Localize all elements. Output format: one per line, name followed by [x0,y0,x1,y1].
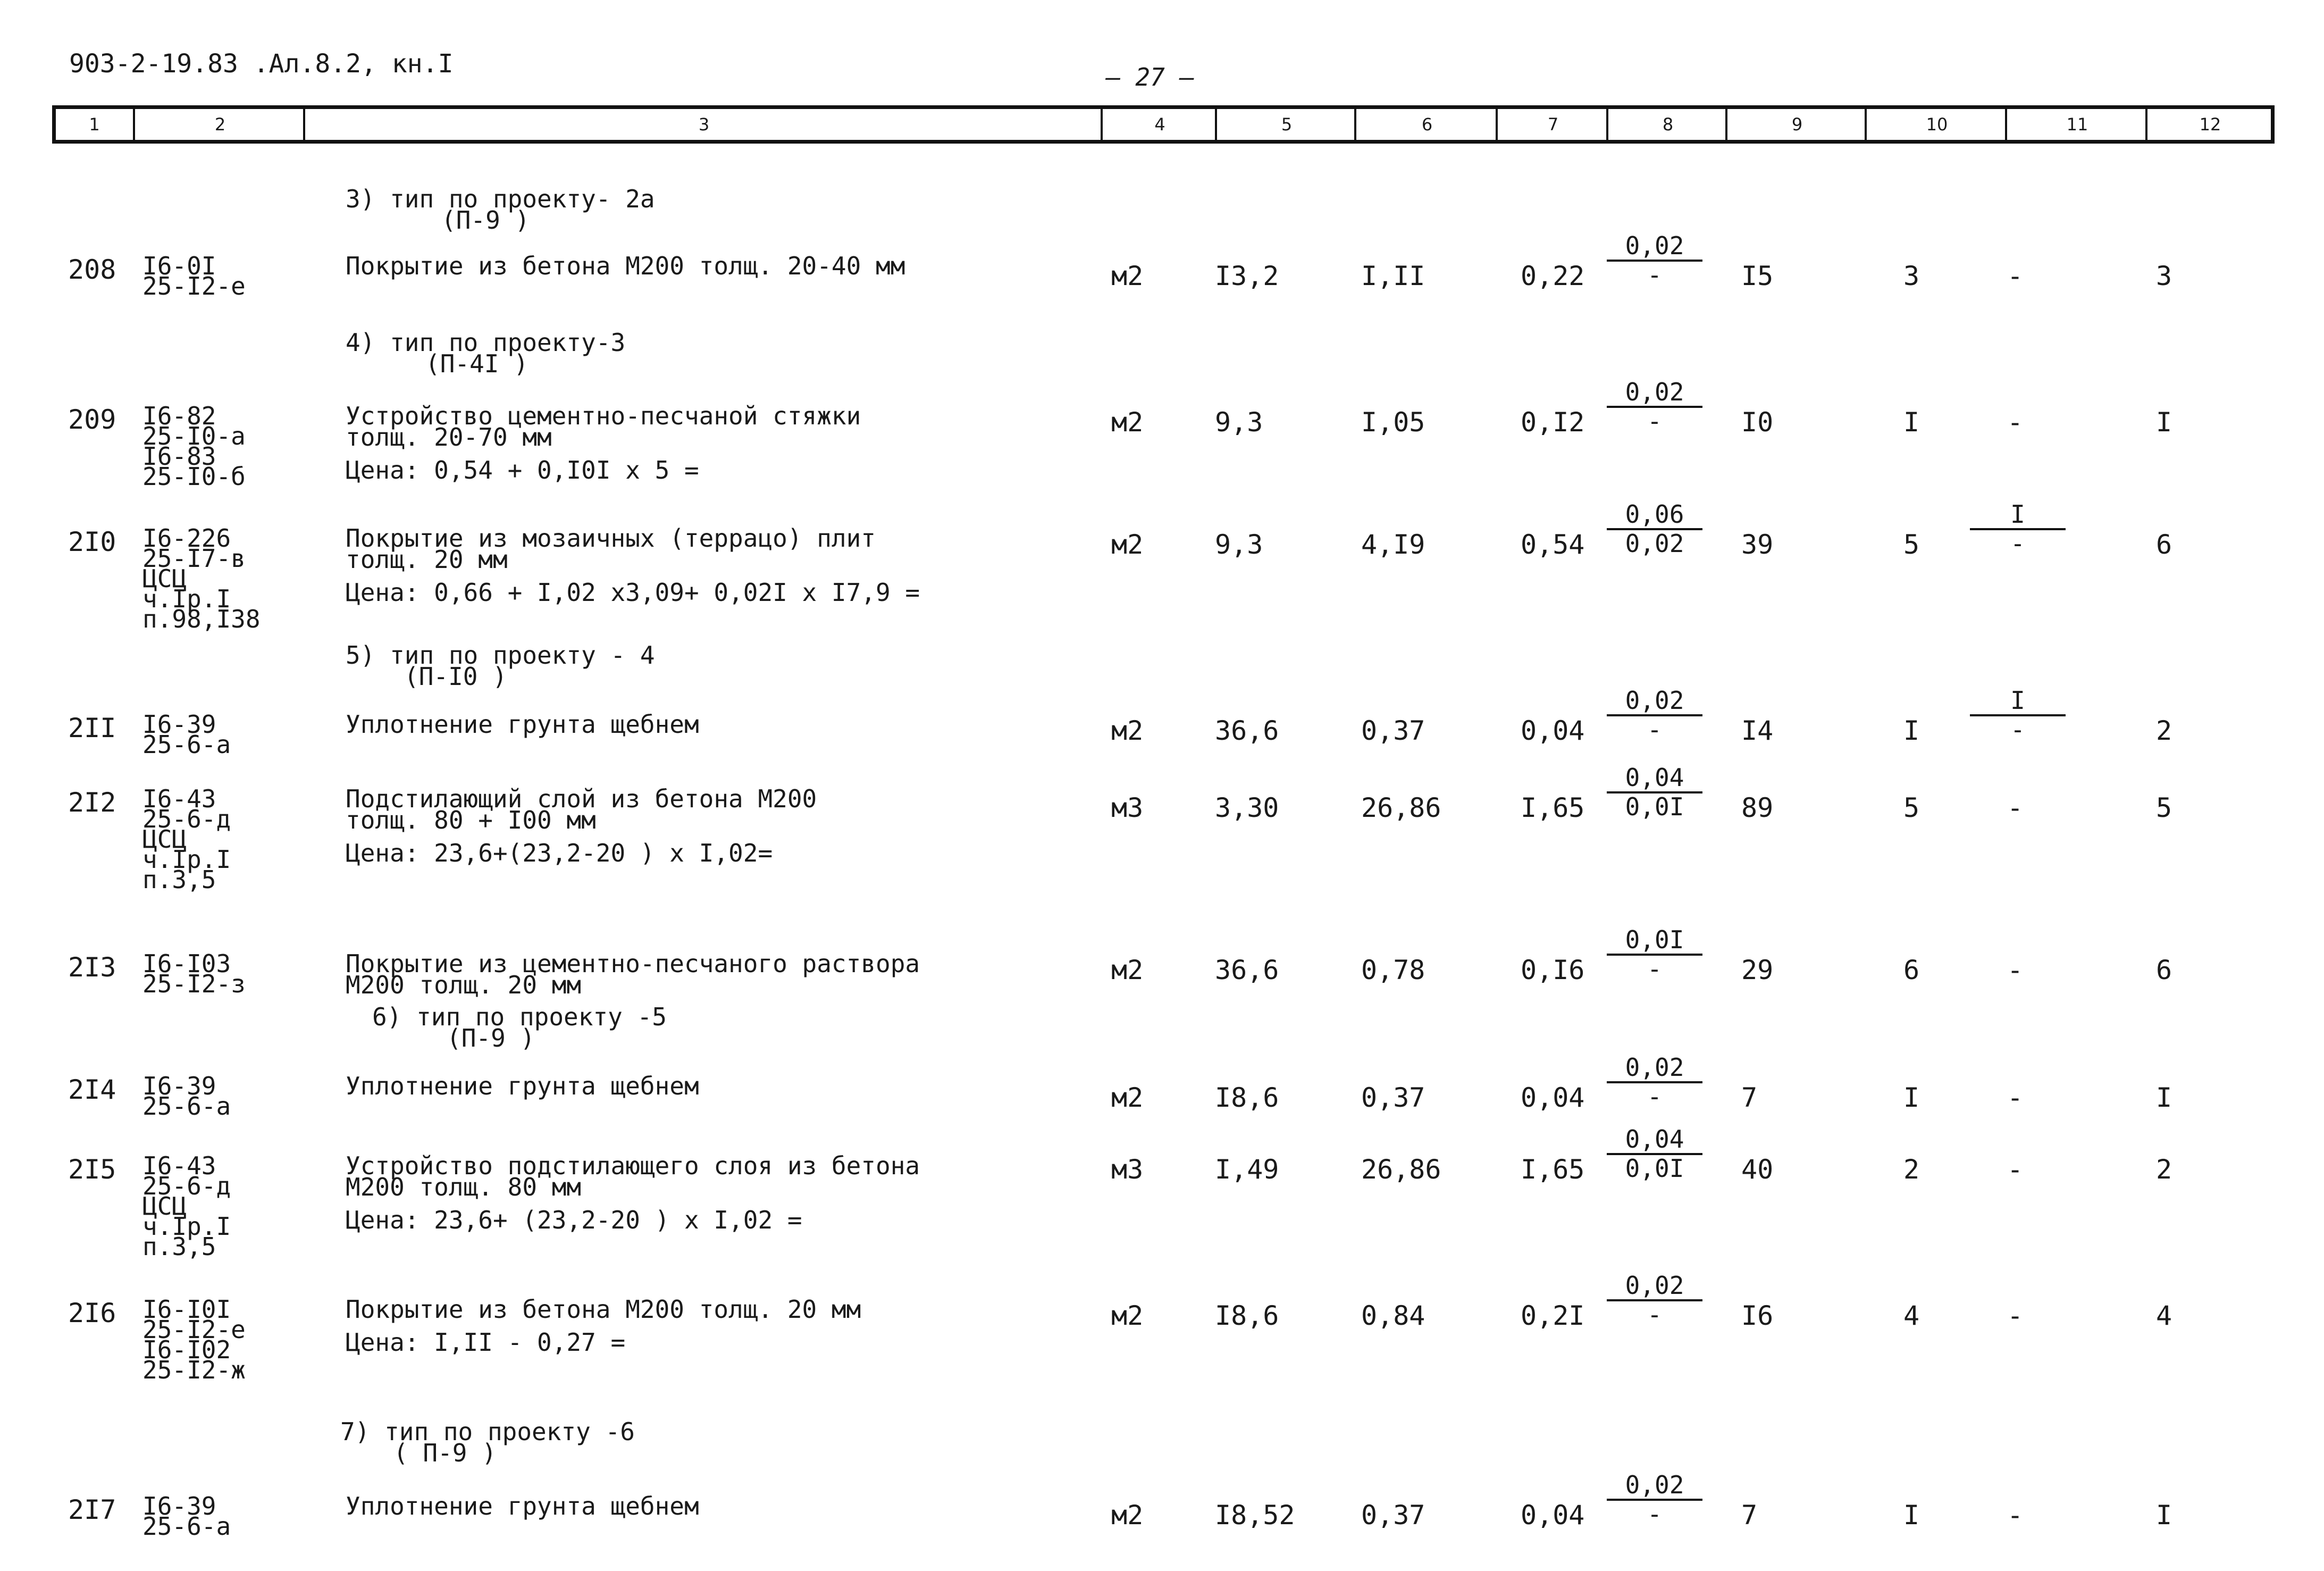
machine-cost-fraction [1607,1273,1702,1328]
norm-code: I6-39 [142,1072,216,1100]
quantity: I8,6 [1215,1300,1279,1331]
row-number: 2I7 [68,1494,116,1525]
norm-code: 25-6-д [142,805,231,833]
norm-code: 25-6-а [142,1512,231,1541]
section-subtitle: ( П-9 ) [393,1439,497,1467]
wage-total: 6 [1903,955,1920,985]
wage-cost: 0,04 [1521,1500,1585,1531]
column-header: 10 [1865,109,2007,140]
unit-cost: 26,86 [1361,1154,1441,1185]
machine-cost-fraction-numerator: 0,02 [1607,1273,1702,1301]
grand-total: 3 [2156,261,2172,291]
total-cost: 7 [1741,1500,1758,1531]
machine-cost-fraction-denominator: - [1647,1300,1662,1329]
row-number: 2I5 [68,1154,116,1185]
work-description: Покрытие из бетона М200 толщ. 20-40 мм [346,252,905,280]
quantity: 3,30 [1215,792,1279,823]
grand-total: 6 [2156,955,2172,985]
machine-total: - [2007,407,2024,438]
row-number: 2I3 [68,952,116,983]
machine-total: - [2007,1500,2024,1531]
unit-cost: 0,84 [1361,1300,1425,1331]
norm-code: п.3,5 [142,865,216,894]
wage-total: 4 [1903,1300,1920,1331]
grand-total: 4 [2156,1300,2172,1331]
norm-code: ЦСЦ [142,1192,187,1221]
unit-cost: 0,37 [1361,715,1425,746]
norm-code: 25-I2-е [142,272,246,300]
norm-code: п.3,5 [142,1232,216,1261]
page-number: — 27 — [1106,63,1195,91]
machine-cost-fraction-numerator: 0,02 [1607,688,1702,716]
machine-cost-fraction [1607,1472,1702,1527]
quantity: 36,6 [1215,715,1279,746]
price-formula: Цена: 0,66 + I,02 x3,09+ 0,02I x I7,9 = [346,578,920,607]
work-description: Устройство подстилающего слоя из бетона [346,1151,920,1180]
machine-total-fraction [1970,688,2066,743]
machine-cost-fraction-denominator: 0,02 [1625,529,1684,558]
norm-code: I6-I0I [142,1295,231,1324]
norm-code: 25-I0-б [142,462,246,491]
machine-total-fraction [1970,502,2066,557]
unit: м2 [1111,715,1144,746]
norm-code: ЦСЦ [142,825,187,854]
price-formula: Цена: 23,6+(23,2-20 ) x I,02= [346,839,773,867]
grand-total: 2 [2156,715,2172,746]
norm-code: I6-43 [142,1151,216,1180]
quantity: 9,3 [1215,407,1263,438]
unit-cost: 0,78 [1361,955,1425,985]
row-number: 2II [68,713,116,743]
machine-total: - [2007,261,2024,291]
machine-cost-fraction [1607,927,1702,982]
wage-total: 5 [1903,792,1920,823]
unit: м2 [1111,1082,1144,1113]
unit-cost: I,II [1361,261,1425,291]
work-description: Уплотнение грунта щебнем [346,1072,699,1100]
total-cost: I6 [1741,1300,1774,1331]
unit: м3 [1111,792,1144,823]
total-cost: 40 [1741,1154,1774,1185]
norm-code: ЦСЦ [142,564,187,593]
total-cost: 39 [1741,529,1774,560]
work-description: Подстилающий слой из бетона М200 [346,784,817,813]
unit: м2 [1111,1500,1144,1531]
work-description: М200 толщ. 20 мм [346,971,582,999]
total-cost: 89 [1741,792,1774,823]
machine-cost-fraction-denominator: - [1647,261,1662,289]
norm-code: 25-6-д [142,1172,231,1200]
wage-cost: 0,54 [1521,529,1585,560]
machine-total: - [2007,1154,2024,1185]
machine-cost-fraction-numerator: 0,04 [1607,1126,1702,1155]
column-header: 4 [1101,109,1217,140]
machine-cost-fraction-numerator: 0,06 [1607,502,1702,530]
machine-cost-fraction [1607,1055,1702,1110]
column-header: 3 [303,109,1103,140]
column-header: 2 [133,109,305,140]
machine-total-fraction-denominator: - [2010,529,2025,558]
work-description: Уплотнение грунта щебнем [346,1492,699,1520]
machine-total: - [2007,792,2024,823]
row-number: 208 [68,254,116,285]
quantity: I8,6 [1215,1082,1279,1113]
unit: м2 [1111,1300,1144,1331]
unit: м2 [1111,529,1144,560]
quantity: I8,52 [1215,1500,1295,1531]
machine-cost-fraction-denominator: - [1647,955,1662,983]
norm-code: I6-0I [142,252,216,280]
machine-cost-fraction-numerator: 0,02 [1607,1472,1702,1501]
grand-total: I [2156,1082,2172,1113]
machine-cost-fraction [1607,1126,1702,1182]
machine-cost-fraction-numerator: 0,02 [1607,233,1702,262]
quantity: I3,2 [1215,261,1279,291]
norm-code: 25-6-а [142,730,231,759]
row-number: 2I0 [68,527,116,557]
unit-cost: 0,37 [1361,1082,1425,1113]
norm-code: ч.Iр.I [142,584,231,613]
unit-cost: 4,I9 [1361,529,1425,560]
machine-total-fraction-denominator: - [2010,715,2025,744]
machine-cost-fraction-numerator: 0,04 [1607,765,1702,793]
work-description: толщ. 80 + I00 мм [346,806,596,834]
machine-cost-fraction-denominator: 0,0I [1625,792,1684,821]
wage-total: 5 [1903,529,1920,560]
norm-code: 25-I0-а [142,422,246,450]
machine-cost-fraction-denominator: - [1647,715,1662,744]
norm-code: 25-I7-в [142,544,246,573]
section-subtitle: (П-9 ) [441,206,530,235]
wage-cost: 0,04 [1521,1082,1585,1113]
norm-code: I6-83 [142,442,216,471]
wage-total: I [1903,407,1920,438]
norm-code: ч.Iр.I [142,845,231,874]
norm-code: I6-43 [142,784,216,813]
norm-code: I6-39 [142,710,216,739]
norm-code: 25-I2-е [142,1315,246,1344]
quantity: 9,3 [1215,529,1263,560]
unit-cost: 26,86 [1361,792,1441,823]
machine-cost-fraction [1607,379,1702,434]
work-description: Уплотнение грунта щебнем [346,710,699,739]
work-description: Покрытие из бетона М200 толщ. 20 мм [346,1295,861,1324]
machine-total: - [2007,1082,2024,1113]
work-description: Покрытие из цементно-песчаного раствора [346,949,920,978]
norm-code: п.98,I38 [142,605,261,633]
norm-code: I6-I03 [142,949,231,978]
norm-code: I6-82 [142,402,216,430]
grand-total: 2 [2156,1154,2172,1185]
column-header: 1 [89,114,100,135]
machine-cost-fraction-numerator: 0,02 [1607,379,1702,408]
row-number: 2I2 [68,787,116,818]
machine-cost-fraction-denominator: - [1647,407,1662,436]
section-subtitle: (П-I0 ) [404,662,507,691]
total-cost: I0 [1741,407,1774,438]
work-description: М200 толщ. 80 мм [346,1173,582,1201]
norm-code: I6-I02 [142,1335,231,1364]
grand-total: I [2156,407,2172,438]
column-header: 7 [1496,109,1608,140]
section-title: 3) тип по проекту- 2а [346,185,655,213]
machine-total-fraction-numerator: I [1970,688,2066,716]
column-header: 8 [1606,109,1727,140]
quantity: I,49 [1215,1154,1279,1185]
work-description: Покрытие из мозаичных (террацо) плит [346,524,876,553]
section-title: 7) тип по проекту -6 [340,1417,635,1446]
document-reference: 903-2-19.83 .Ал.8.2, кн.I [69,49,454,79]
price-formula: Цена: 23,6+ (23,2-20 ) x I,02 = [346,1206,802,1234]
section-subtitle: (П-9 ) [447,1024,535,1052]
grand-total: 5 [2156,792,2172,823]
machine-cost-fraction-denominator: - [1647,1500,1662,1528]
section-title: 5) тип по проекту - 4 [346,641,655,670]
grand-total: I [2156,1500,2172,1531]
machine-total-fraction-numerator: I [1970,502,2066,530]
machine-cost-fraction [1607,765,1702,820]
column-header: 6 [1354,109,1498,140]
column-header: 5 [1215,109,1356,140]
section-title: 4) тип по проекту-3 [346,328,626,357]
wage-cost: 0,2I [1521,1300,1585,1331]
machine-cost-fraction-denominator: 0,0I [1625,1154,1684,1183]
price-formula: Цена: I,II - 0,27 = [346,1328,626,1357]
work-description: толщ. 20-70 мм [346,423,552,452]
price-formula: Цена: 0,54 + 0,I0I x 5 = [346,456,699,484]
machine-cost-fraction [1607,233,1702,288]
work-description: Устройство цементно-песчаной стяжки [346,402,861,430]
machine-cost-fraction [1607,502,1702,557]
unit-cost: 0,37 [1361,1500,1425,1531]
unit-cost: I,05 [1361,407,1425,438]
norm-code: 25-I2-ж [142,1356,246,1384]
unit: м3 [1111,1154,1144,1185]
wage-total: I [1903,715,1920,746]
machine-cost-fraction [1607,688,1702,743]
wage-total: 2 [1903,1154,1920,1185]
column-header: 12 [2145,109,2273,140]
machine-cost-fraction-numerator: 0,0I [1607,927,1702,956]
grand-total: 6 [2156,529,2172,560]
norm-code: 25-I2-з [142,970,246,998]
machine-total: - [2007,1300,2024,1331]
work-description: толщ. 20 мм [346,545,508,574]
wage-cost: 0,22 [1521,261,1585,291]
norm-code: I6-39 [142,1492,216,1520]
section-subtitle: (П-4I ) [425,349,528,378]
wage-cost: 0,I6 [1521,955,1585,985]
unit: м2 [1111,407,1144,438]
row-number: 209 [68,404,116,435]
wage-cost: I,65 [1521,1154,1585,1185]
unit: м2 [1111,955,1144,985]
norm-code: 25-6-а [142,1092,231,1121]
machine-total: - [2007,955,2024,985]
wage-total: I [1903,1500,1920,1531]
machine-cost-fraction-denominator: - [1647,1082,1662,1111]
row-number: 2I4 [68,1074,116,1105]
total-cost: I5 [1741,261,1774,291]
column-header: 11 [2005,109,2147,140]
wage-cost: 0,I2 [1521,407,1585,438]
total-cost: 29 [1741,955,1774,985]
machine-cost-fraction-numerator: 0,02 [1607,1055,1702,1083]
wage-cost: I,65 [1521,792,1585,823]
norm-code: I6-226 [142,524,231,553]
quantity: 36,6 [1215,955,1279,985]
wage-total: 3 [1903,261,1920,291]
column-header: 9 [1725,109,1867,140]
section-title: 6) тип по проекту -5 [372,1002,667,1031]
column-header-strip [52,105,2275,144]
total-cost: I4 [1741,715,1774,746]
row-number: 2I6 [68,1298,116,1328]
wage-total: I [1903,1082,1920,1113]
norm-code: ч.Iр.I [142,1212,231,1241]
total-cost: 7 [1741,1082,1758,1113]
wage-cost: 0,04 [1521,715,1585,746]
unit: м2 [1111,261,1144,291]
